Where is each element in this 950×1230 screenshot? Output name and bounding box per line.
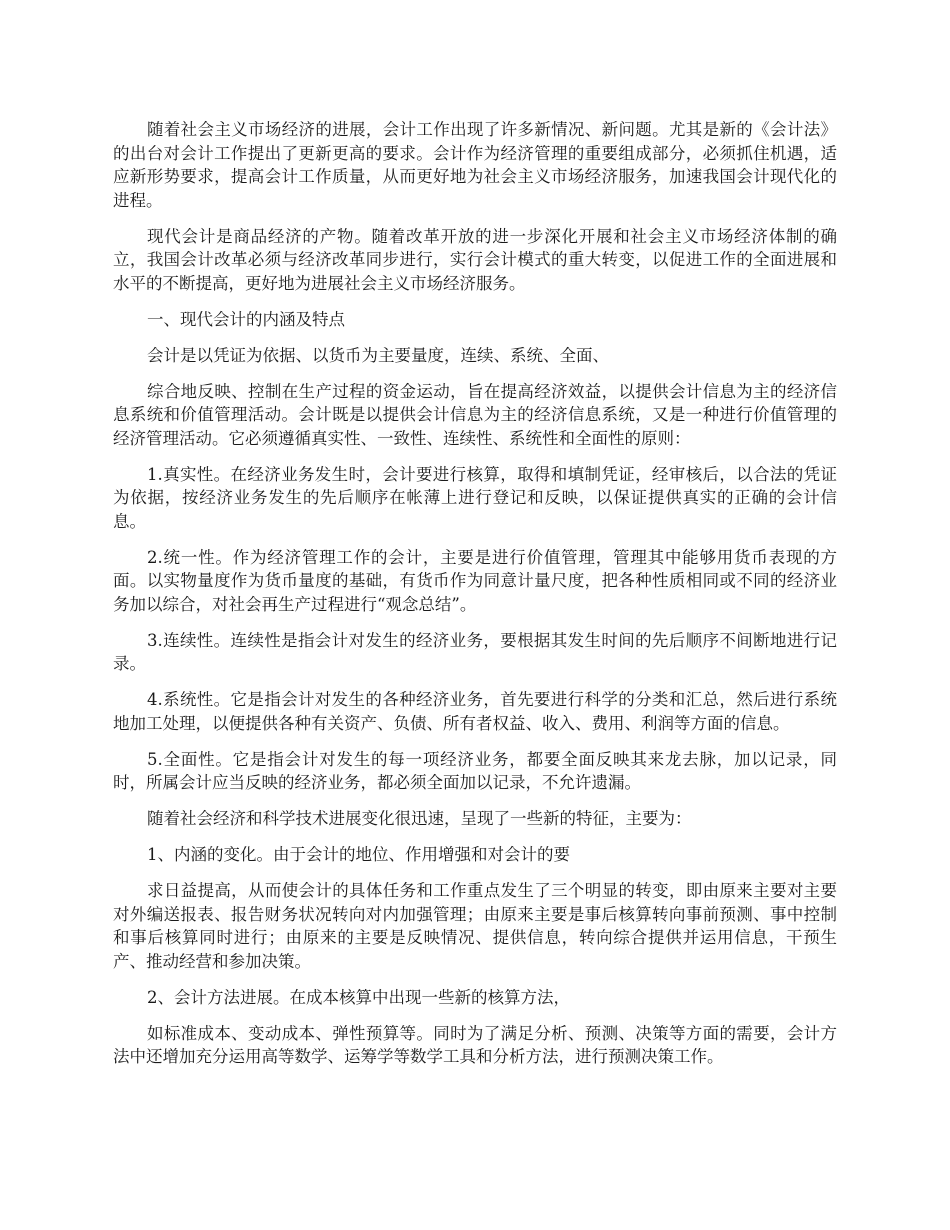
- principle-continuity: 3.连续性。连续性是指会计对发生的经济业务，要根据其发生时间的先后顺序不间断地进行记录。: [113, 630, 837, 673]
- document-body: [113, 118, 837, 1069]
- principle-comprehensive: 5.全面性。它是指会计对发生的每一项经济业务，都要全面反映其来龙去脉，加以记录，同时，所属会计应当反映的经济业务，都必须全面加以记录，不允许遗漏。: [113, 749, 837, 792]
- intro-paragraph: 随着社会主义市场经济的进展，会计工作出现了许多新情况、新问题。尤其是新的《会计法》的出台对会计工作提出了更新更高的要求。会计作为经济管理的重要组成部分，必须抓住机遇，适应新形势要求，提高会计工作质量，从而更好地为社会主义市场经济服务，加速我国会计现代化的进程。: [113, 120, 837, 210]
- principle-unity: 2.统一性。作为经济管理工作的会计，主要是进行价值管理，管理其中能够用货币表现的方面。以实物量度作为货币量度的基础，有货币作为同意计量尺度，把各种性质相同或不同的经济业务加以综合，对社会再生产过程进行“观念总结”。: [113, 547, 837, 614]
- section-heading: 一、现代会计的内涵及特点: [147, 309, 345, 329]
- principle-systematic: 4.系统性。它是指会计对发生的各种经济业务，首先要进行科学的分类和汇总，然后进行系统地加工处理，以便提供各种有关资产、负债、所有者权益、收入、费用、利润等方面的信息。: [113, 690, 837, 733]
- principle-authenticity: 1.真实性。在经济业务发生时，会计要进行核算，取得和填制凭证，经审核后，以合法的凭证为依据，按经济业务发生的先后顺序在帐薄上进行登记和反映，以保证提供真实的正确的会计信息。: [113, 464, 837, 531]
- definition-paragraph: 会计是以凭证为依据、以货币为主要量度，连续、系统、全面、: [147, 345, 609, 365]
- feature-method-heading: 2、会计方法进展。在成本核算中出现一些新的核算方法，: [147, 987, 570, 1007]
- feature-connotation-paragraph: 求日益提高，从而使会计的具体任务和工作重点发生了三个明显的转变，即由原来主要对主要对外编送报表、报告财务状况转向对内加强管理；由原来主要是事后核算转向事前预测、事中控制和事后核算同时进行；由原来的主要是反映情况、提供信息，转向综合提供并运用信息，干预生产、推动经营和参加决策。: [113, 881, 837, 971]
- new-features-paragraph: 随着社会经济和科学技术进展变化很迅速，呈现了一些新的特征，主要为：: [147, 809, 692, 828]
- modern-accounting-paragraph: 现代会计是商品经济的产物。随着改革开放的进一步深化开展和社会主义市场经济体制的确立，我国会计改革必须与经济改革同步进行，实行会计模式的重大转变，以促进工作的全面进展和水平的不断提高，更好地为进展社会主义市场经济服务。: [113, 226, 837, 293]
- feature-connotation-heading: 1、内涵的变化。由于会计的地位、作用增强和对会计的要: [147, 845, 570, 864]
- definition-continued-paragraph: 综合地反映、控制在生产过程的资金运动，旨在提高经济效益，以提供会计信息为主的经济信息系统和价值管理活动。会计既是以提供会计信息为主的经济信息系统，又是一种进行价值管理的经济管理活动。它必须遵循真实性、一致性、连续性、系统性和全面性的原则：: [113, 381, 837, 448]
- feature-method-paragraph: 如标准成本、变动成本、弹性预算等。同时为了满足分析、预测、决策等方面的需要，会计方法中还增加充分运用高等数学、运筹学等数学工具和分析方法，进行预测决策工作。: [113, 1023, 837, 1066]
